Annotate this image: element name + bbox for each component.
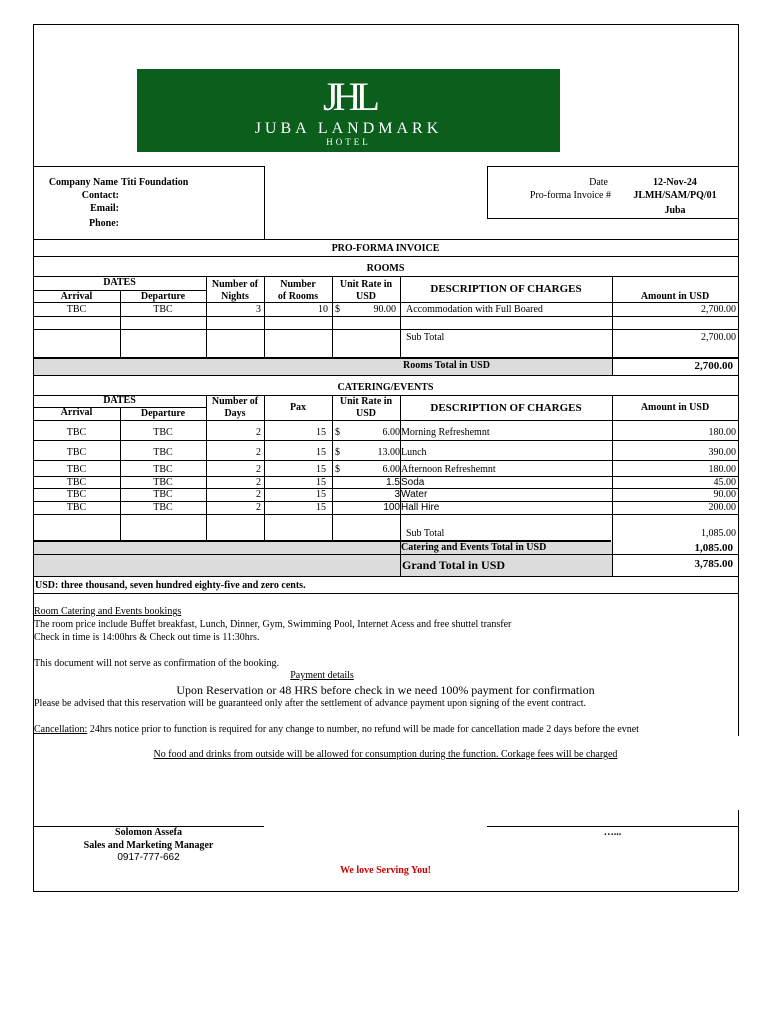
words-bottom xyxy=(33,593,738,594)
cat-currency-cell: $ xyxy=(335,427,340,438)
rooms-currency-cell: $ xyxy=(335,304,340,315)
catering-bookings-heading: Room Catering and Events bookings xyxy=(34,606,182,617)
cat-pax-cell: 15 xyxy=(316,427,326,438)
cat-days-cell: 2 xyxy=(256,447,261,458)
rooms-total-label: Rooms Total in USD xyxy=(403,360,490,371)
invoice-title: PRO-FORMA INVOICE xyxy=(331,243,440,254)
rooms-amount-cell: 2,700.00 xyxy=(701,304,736,315)
notes-line-1: The room price include Buffet breakfast, Lunch, Dinner, Gym, Swimming Pool, Internet Acess and free shuttel transfer xyxy=(34,619,512,630)
invoice-box-bottom xyxy=(487,218,738,219)
cancellation-text: 24hrs notice prior to function is required for any change to number, no refund will be made for cancellation made 2 days before the evnet xyxy=(87,724,639,735)
cat-subtotal: 1,085.00 xyxy=(701,528,736,539)
cat-currency-cell: $ xyxy=(335,447,340,458)
rooms-rate-cell: 90.00 xyxy=(373,304,396,315)
cat-rate-cell: 6.00 xyxy=(382,427,400,438)
cat-arrival-cell: TBC xyxy=(66,502,87,513)
cat-rate-cell: 1.5 xyxy=(386,477,400,488)
cat-pax-cell: 15 xyxy=(316,489,326,500)
cat-rate-cell: 13.00 xyxy=(377,447,400,458)
cat-rows-bottom xyxy=(33,514,738,515)
cat-departure-cell: TBC xyxy=(153,447,173,458)
cat-amount-cell: 180.00 xyxy=(708,464,736,475)
cat-rate-header-2: USD xyxy=(355,408,376,419)
rooms-row-line xyxy=(33,316,738,317)
grand-total-band xyxy=(34,555,400,576)
signature-right: …... xyxy=(603,827,622,838)
rooms-nights-cell: 3 xyxy=(256,304,261,315)
frame-bottom xyxy=(33,891,738,892)
rooms-count-header-2: of Rooms xyxy=(277,291,319,302)
hotel-logo xyxy=(137,69,560,152)
grand-total: 3,785.00 xyxy=(694,558,733,570)
cat-currency-cell: $ xyxy=(335,464,340,475)
cat-days-cell: 2 xyxy=(256,427,261,438)
cat-departure-cell: TBC xyxy=(153,427,173,438)
logo-sub: HOTEL xyxy=(326,137,371,147)
cat-days-cell: 2 xyxy=(256,477,261,488)
rooms-departure-header: Departure xyxy=(140,291,186,302)
cat-total: 1,085.00 xyxy=(694,542,733,554)
invoice-box-top xyxy=(487,166,738,167)
cat-rate-header-1: Unit Rate in xyxy=(339,396,393,407)
cat-days-header-2: Days xyxy=(224,408,246,419)
payment-heading: Payment details xyxy=(290,670,354,681)
cat-arrival-cell: TBC xyxy=(66,447,87,458)
company-box-top xyxy=(33,166,264,167)
rooms-arrival-header: Arrival xyxy=(60,291,93,302)
cat-desc-cell: Afternoon Refreshemnt xyxy=(401,464,496,475)
cat-header-bottom xyxy=(33,420,738,421)
cat-row-line xyxy=(33,440,738,441)
rooms-total-bottom xyxy=(33,375,738,376)
cat-desc-cell: Lunch xyxy=(401,447,427,458)
cat-departure-cell: TBC xyxy=(153,502,173,513)
rooms-nights-header-2: Nights xyxy=(221,291,249,302)
title-top-line xyxy=(33,239,738,240)
invoice-number-value: JLMH/SAM/PQ/01 xyxy=(633,190,717,201)
cat-pax-cell: 15 xyxy=(316,447,326,458)
cat-pax-cell: 15 xyxy=(316,502,326,513)
cat-rate-cell: 6.00 xyxy=(382,464,400,475)
company-name-value: Titi Foundation xyxy=(121,177,189,188)
cat-desc-cell: Morning Refreshemnt xyxy=(401,427,490,438)
rooms-rate-header-1: Unit Rate in xyxy=(339,279,393,290)
rooms-arrival-cell: TBC xyxy=(66,304,87,315)
cat-departure-cell: TBC xyxy=(153,489,173,500)
signatory-name: Solomon Assefa xyxy=(115,827,182,838)
grand-total-label: Grand Total in USD xyxy=(402,558,506,572)
cat-amount-cell: 390.00 xyxy=(708,447,736,458)
cat-amount-header: Amount in USD xyxy=(640,402,710,413)
cat-departure-header: Departure xyxy=(140,408,186,419)
amount-in-words: USD: three thousand, seven hundred eighty-five and zero cents. xyxy=(35,580,306,591)
cat-total-label: Catering and Events Total in USD xyxy=(401,542,547,553)
rooms-amount-header: Amount in USD xyxy=(640,291,710,302)
cat-departure-cell: TBC xyxy=(153,477,173,488)
cat-days-header-1: Number of xyxy=(211,396,259,407)
cat-days-cell: 2 xyxy=(256,502,261,513)
rooms-total: 2,700.00 xyxy=(694,360,733,372)
catering-section-title: CATERING/EVENTS xyxy=(337,382,434,393)
invoice-city: Juba xyxy=(664,205,686,216)
company-box-right xyxy=(264,166,265,239)
payment-line: Upon Reservation or 48 HRS before check in we need 100% payment for confirmation xyxy=(176,683,595,697)
rooms-rate-header-2: USD xyxy=(355,291,376,302)
cat-arrival-cell: TBC xyxy=(66,489,87,500)
invoice-box-left xyxy=(487,166,488,218)
notes-line-3: This document will not serve as confirmation of the booking. xyxy=(34,658,279,669)
cat-rate-cell: 3 xyxy=(394,489,400,500)
cat-arrival-header: Arrival xyxy=(60,407,93,418)
date-label: Date xyxy=(589,177,608,188)
rooms-total-top xyxy=(33,357,738,359)
cat-subtotal-label: Sub Total xyxy=(406,528,445,539)
cat-desc-cell: Hall Hire xyxy=(401,502,440,513)
notes-line-2: Check in time is 14:00hrs & Check out time is 11:30hrs. xyxy=(34,632,260,643)
rooms-desc-header: DESCRIPTION OF CHARGES xyxy=(430,283,582,295)
cat-arrival-cell: TBC xyxy=(66,427,87,438)
logo-name: JUBA LANDMARK xyxy=(254,120,443,137)
frame-right-bottom xyxy=(738,810,739,891)
rooms-dates-header: DATES xyxy=(103,277,136,288)
rooms-nights-header-1: Number of xyxy=(211,279,259,290)
cat-days-cell: 2 xyxy=(256,489,261,500)
cat-pax-cell: 15 xyxy=(316,477,326,488)
food-policy: No food and drinks from outside will be allowed for consumption during the function. Corkage fees will be charged xyxy=(153,749,618,760)
company-name-label: Company Name xyxy=(48,177,118,188)
rooms-empty-row-line xyxy=(33,329,738,330)
cat-arrival-cell: TBC xyxy=(66,477,87,488)
date-value: 12-Nov-24 xyxy=(653,177,697,188)
rooms-desc-cell: Accommodation with Full Boared xyxy=(406,304,543,315)
cat-dates-header: DATES xyxy=(103,395,136,406)
rooms-subtotal-label: Sub Total xyxy=(406,332,445,343)
rooms-section-title: ROOMS xyxy=(366,263,405,274)
cat-departure-cell: TBC xyxy=(153,464,173,475)
email-label: Email: xyxy=(90,203,119,214)
frame-right-top xyxy=(738,24,739,736)
cat-amount-cell: 180.00 xyxy=(708,427,736,438)
signatory-phone: 0917-777-662 xyxy=(117,852,180,863)
cat-pax-cell: 15 xyxy=(316,464,326,475)
cat-arrival-cell: TBC xyxy=(66,464,87,475)
cat-desc-cell: Soda xyxy=(401,477,425,488)
cat-desc-header: DESCRIPTION OF CHARGES xyxy=(430,402,582,414)
cat-amount-cell: 200.00 xyxy=(708,502,736,513)
cat-total-band xyxy=(34,542,400,554)
slogan: We love Serving You! xyxy=(339,865,431,876)
cancellation-line xyxy=(34,724,639,736)
invoice-number-label: Pro-forma Invoice # xyxy=(529,190,611,201)
cat-row-line xyxy=(33,460,738,461)
rooms-departure-cell: TBC xyxy=(153,304,173,315)
phone-label: Phone: xyxy=(89,218,119,229)
cat-amount-cell: 45.00 xyxy=(713,477,736,488)
cat-days-cell: 2 xyxy=(256,464,261,475)
grand-total-bottom xyxy=(33,576,738,577)
cancellation-label: Cancellation: xyxy=(34,724,88,735)
signatory-title: Sales and Marketing Manager xyxy=(83,840,214,851)
rooms-subtotal: 2,700.00 xyxy=(701,332,736,343)
frame-top xyxy=(33,24,738,25)
rooms-count-header-1: Number xyxy=(280,279,316,290)
contact-label: Contact: xyxy=(81,190,119,201)
rooms-count-cell: 10 xyxy=(318,304,328,315)
rooms-total-band xyxy=(34,358,612,375)
cat-pax-header: Pax xyxy=(289,402,307,413)
cat-rate-cell: 100 xyxy=(383,502,400,513)
logo-monogram: JHL xyxy=(323,74,374,119)
title-bottom-line xyxy=(33,256,738,257)
cat-amount-cell: 90.00 xyxy=(713,489,736,500)
cat-desc-cell: Water xyxy=(401,489,428,500)
advice-line: Please be advised that this reservation will be guaranteed only after the settlement of advance payment upon signing of the event contract. xyxy=(34,698,587,709)
